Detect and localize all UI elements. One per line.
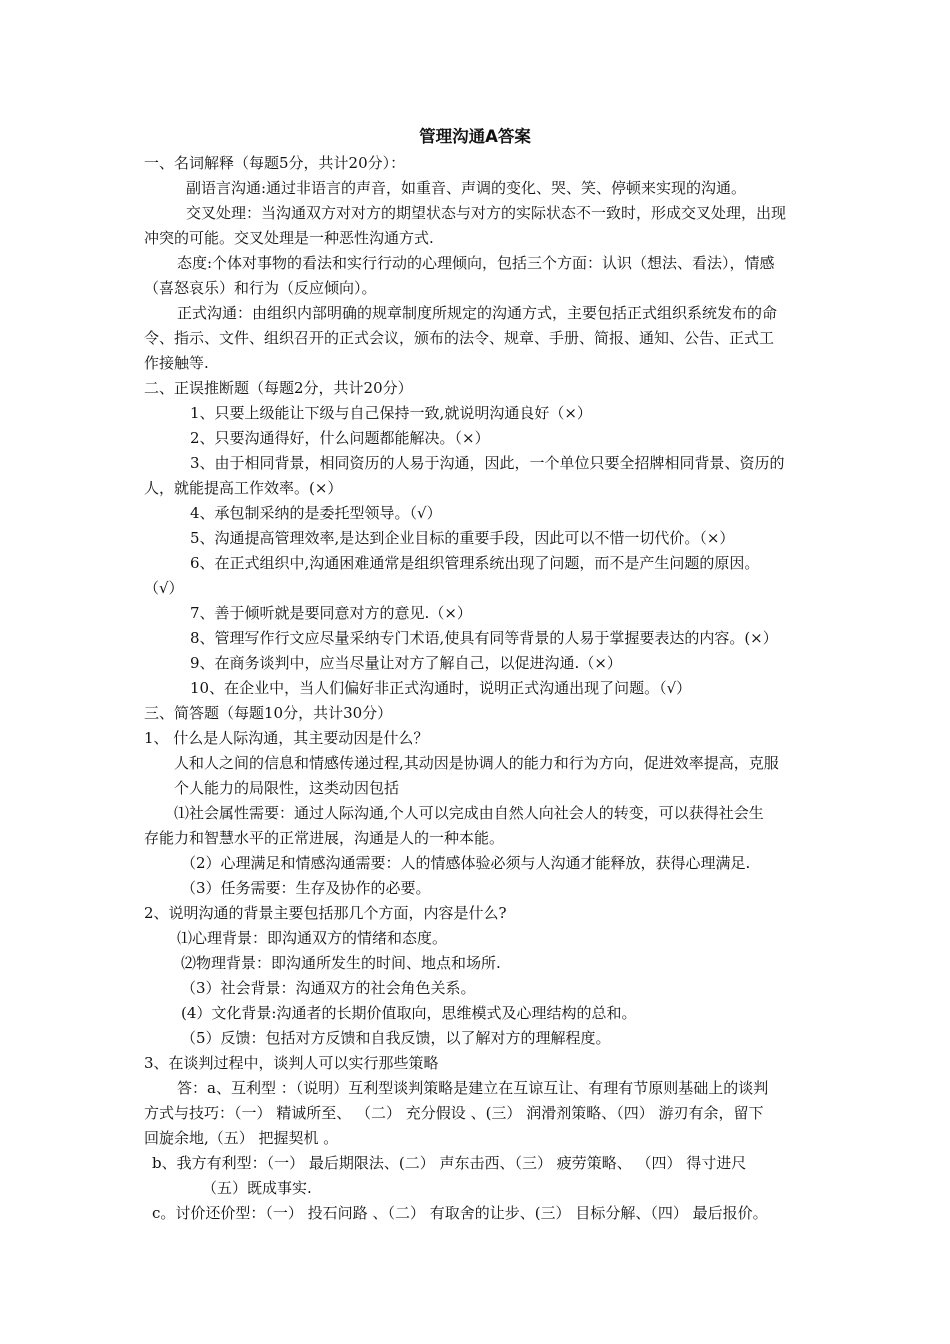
text-line: 5、沟通提高管理效率,是达到企业目标的重要手段，因此可以不惜一切代价。（×） [190, 529, 735, 547]
text-line: 正式沟通：由组织内部明确的规章制度所规定的沟通方式，主要包括正式组织系统发布的命 [177, 304, 778, 322]
text-line: 2、只要沟通得好，什么问题都能解决。（×） [190, 429, 490, 447]
text-line: 10、在企业中，当人们偏好非正式沟通时，说明正式沟通出现了问题。（√） [190, 679, 692, 697]
text-line: 个人能力的局限性，这类动因包括 [174, 779, 400, 797]
question-line: 1、 什么是人际沟通，其主要动因是什么？ [144, 729, 429, 747]
section-heading: 三、简答题（每题10分，共计30分） [144, 704, 393, 722]
text-line: 7、善于倾听就是要同意对方的意见.（×） [190, 604, 472, 622]
text-line: 方式与技巧：（一） 精诚所至、 （二） 充分假设 、(三） 润滑剂策略、（四） 游刃有余，留下 [144, 1104, 764, 1122]
text-line: 令、指示、文件、组织召开的正式会议，颁布的法令、规章、手册、简报、通知、公告、正式工 [144, 329, 775, 347]
text-line: 态度:个体对事物的看法和实行行动的心理倾向，包括三个方面：认识（想法、看法），情感 [177, 254, 775, 272]
text-line: 回旋余地,（五） 把握契机 。 [144, 1129, 339, 1147]
text-line: 作接触等. [144, 354, 209, 372]
text-line: 3、由于相同背景，相同资历的人易于沟通，因此，一个单位只要全招牌相同背景、资历的 [190, 454, 785, 472]
text-line: 答：a、互利型 ：（说明）互利型谈判策略是建立在互谅互让、有理有节原则基础上的谈判 [177, 1079, 769, 1097]
text-line: ⑵物理背景：即沟通所发生的时间、地点和场所. [181, 954, 501, 972]
question-line: 3、在谈判过程中，谈判人可以实行那些策略 [144, 1054, 439, 1072]
text-line: 存能力和智慧水平的正常进展，沟通是人的一种本能。 [144, 829, 505, 847]
text-line: 6、在正式组织中,沟通困难通常是组织管理系统出现了问题，而不是产生问题的原因。 [190, 554, 760, 572]
question-line: 2、说明沟通的背景主要包括那几个方面，内容是什么? [144, 904, 507, 922]
text-line: （5）反馈：包括对方反馈和自我反馈，以了解对方的理解程度。 [181, 1029, 611, 1047]
document-title: 管理沟通A答案 [419, 127, 531, 146]
text-line: (4）文化背景:沟通者的长期价值取向，思维模式及心理结构的总和。 [181, 1004, 637, 1022]
text-line: 人，就能提高工作效率。(×） [144, 479, 343, 497]
text-line: 9、在商务谈判中，应当尽量让对方了解自己，以促进沟通.（×） [190, 654, 622, 672]
text-line: 8、管理写作行文应尽量采纳专门术语,使具有同等背景的人易于掌握要表达的内容。(×） [190, 629, 778, 647]
text-line: （五）既成事实. [202, 1179, 312, 1197]
text-line: 人和人之间的信息和情感传递过程,其动因是协调人的能力和行为方向，促进效率提高，克服 [174, 754, 779, 772]
text-line: （√） [144, 579, 184, 597]
text-line: （3）社会背景：沟通双方的社会角色关系。 [181, 979, 476, 997]
text-line: 副语言沟通:通过非语言的声音，如重音、声调的变化、哭、笑、停顿来实现的沟通。 [186, 179, 747, 197]
text-line: 1、只要上级能让下级与自己保持一致,就说明沟通良好（×） [190, 404, 592, 422]
text-line: （喜怒哀乐）和行为（反应倾向）。 [144, 279, 377, 297]
text-line: 交叉处理：当沟通双方对对方的期望状态与对方的实际状态不一致时，形成交叉处理，出现 [186, 204, 787, 222]
text-line: ⑴心理背景：即沟通双方的情绪和态度。 [177, 929, 448, 947]
text-line: b、我方有利型：（一） 最后期限法、(二） 声东击西、（三） 疲劳策略、 （四） 得寸进尺 [152, 1154, 747, 1172]
text-line: （2）心理满足和情感沟通需要：人的情感体验必须与人沟通才能释放，获得心理满足. [181, 854, 751, 872]
text-line: （3）任务需要：生存及协作的必要。 [181, 879, 431, 897]
text-line: ⑴社会属性需要：通过人际沟通,个人可以完成由自然人向社会人的转变，可以获得社会生 [174, 804, 764, 822]
text-line: 4、承包制采纳的是委托型领导。（√） [190, 504, 442, 522]
section-heading: 二、正误推断题（每题2分，共计20分） [144, 379, 413, 397]
section-heading: 一、名词解释（每题5分，共计20分）： [144, 154, 406, 172]
text-line: 冲突的可能。交叉处理是一种恶性沟通方式. [144, 229, 434, 247]
text-line: c。讨价还价型：（一） 投石问路 、（二） 有取舍的让步、(三） 目标分解、（四） 最后报价。 [152, 1204, 768, 1222]
